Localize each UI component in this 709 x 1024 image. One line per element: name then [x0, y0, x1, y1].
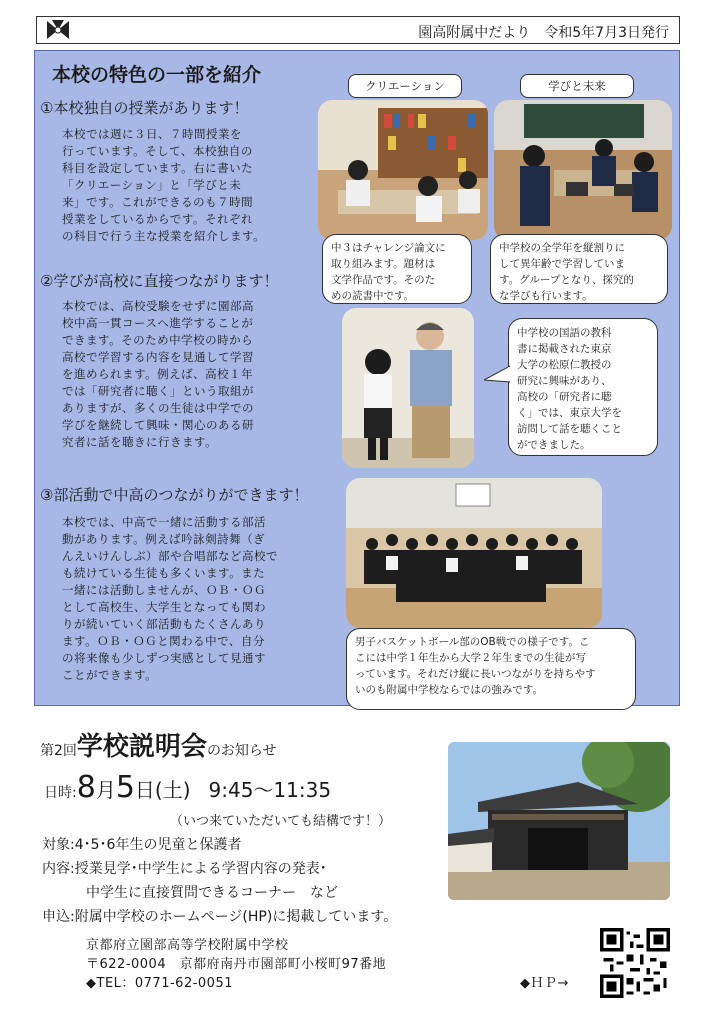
- feature-heading: 本校の特色の一部を紹介: [52, 64, 262, 86]
- creation-caption: 中３はチャレンジ論文に 取り組みます。題材は 文学作品です。そのた めの読書中です。: [322, 234, 472, 304]
- classroom-photo: [494, 100, 672, 240]
- qr-code-icon[interactable]: [600, 928, 670, 998]
- briefing-content-cont: 中学生に直接質問できるコーナー など: [86, 885, 338, 901]
- school-gate-photo: [448, 742, 670, 900]
- basketball-photo: [346, 478, 602, 628]
- future-label: 学びと未来: [520, 74, 634, 98]
- future-caption: 中学校の全学年を縦割りに して異年齢で学習していま す。グループとなり、探究的 な学びも行います。: [490, 234, 668, 304]
- school-tel: ◆TEL：0771-62-0051: [86, 976, 233, 991]
- briefing-apply: 申込:附属中学校のホームページ(HP)に掲載しています。: [42, 909, 398, 925]
- section3-text: 本校では、中高で一緒に活動する部活 動があります。例えば吟詠剣詩舞（ぎ んえいけんしぶ）部や合唱部など高校で も続けている生徒も多くいます。また 一緒には活動しませんが、ＯＢ・ＯＧ として高校生、大学生となっても関わ りが続いていく部活動もたくさんあり ます。ＯＢ・ＯＧと関わる中で、自分 の将来像も少しずつ実感として見通す ことができます。: [62, 515, 278, 682]
- section2-heading: ②学びが高校に直接つながります！: [40, 272, 279, 290]
- school-emblem-icon: [44, 19, 72, 41]
- bubble-pointer: [484, 364, 510, 388]
- hp-label: ◆ＨＰ→: [520, 976, 569, 991]
- basketball-caption: 男子バスケットボール部のOB戦での様子です。こ こには中学１年生から大学２年生までの生徒が写 っています。それだけ縦に長いつながりを持ちやす いのも附属中学校ならではの強みです。: [346, 628, 636, 710]
- section1-text: 本校では週に３日、７時間授業を 行っています。そして、本校独自の 科目を設定しています。右に書いた 「クリエーション」と「学びと未 来」です。これができるのも７時間 授業をしているからです。それぞれ の科目で行う主な授業を紹介します。: [62, 127, 266, 243]
- school-address: 〒622-0004 京都府南丹市園部町小桜町97番地: [86, 957, 387, 972]
- briefing-content: 内容:授業見学･中学生による学習内容の発表･: [42, 861, 327, 877]
- briefing-title: 第2回学校説明会のお知らせ: [40, 732, 277, 762]
- briefing-note: （いつ来ていただいても結構です！）: [170, 814, 392, 829]
- briefing-date: 日時:8月5日(土) 9:45〜11:35: [44, 770, 332, 805]
- section1-heading: ①本校独自の授業があります！: [40, 99, 249, 117]
- newsletter-title: 園高附属中だより 令和5年7月3日発行: [418, 25, 669, 41]
- school-name: 京都府立園部高等学校附属中学校: [86, 938, 289, 953]
- section3-heading: ③部活動で中高のつながりができます！: [40, 486, 309, 504]
- library-photo: [318, 100, 488, 240]
- professor-caption: 中学校の国語の教科 書に掲載された東京 大学の松原仁教授の 研究に興味があり、 高校の「研究者に聴 く」では、東京大学を 訪問して話を聴くこと ができました。: [508, 318, 658, 456]
- creation-label: クリエーション: [348, 74, 462, 98]
- briefing-target: 対象:4･5･6年生の児童と保護者: [42, 837, 242, 853]
- professor-photo: [342, 308, 474, 468]
- section2-text: 本校では、高校受験をせずに園部高 校中高一貫コースへ進学することが できます。そのため中学校の時から 高校で学習する内容を見通して学習 を進められます。例えば、高校１年 では「研究者に聴く」という取組が ありますが、多くの生徒は中学での 学びを継続して興味・関心のある研 究者に話を聴きに行きます。: [62, 299, 254, 449]
